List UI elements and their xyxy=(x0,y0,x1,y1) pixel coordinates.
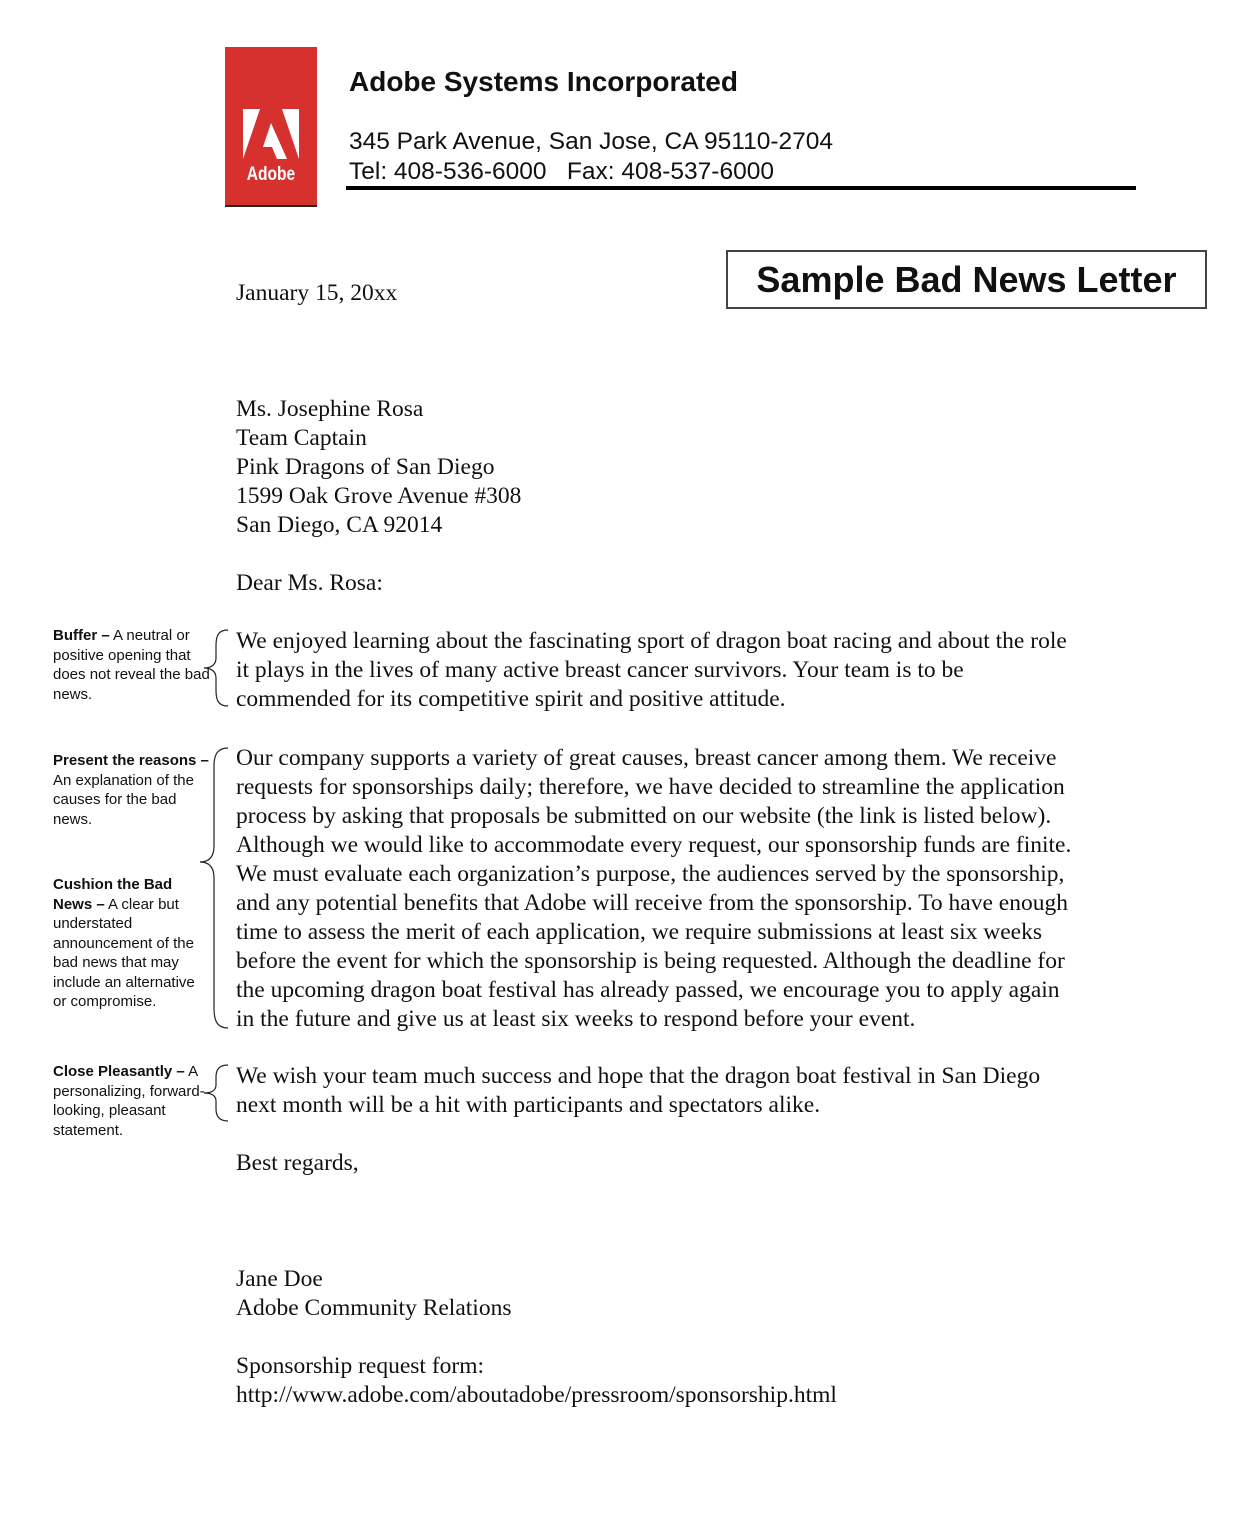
sponsorship-link[interactable]: http://www.adobe.com/aboutadobe/pressroom/sponsorship.html xyxy=(236,1382,837,1408)
brace-buffer-icon xyxy=(198,628,232,708)
annotation-cushion xyxy=(53,875,203,1012)
brace-reasons-icon xyxy=(198,746,232,1030)
paragraph-buffer xyxy=(236,627,1156,714)
document-title: Sample Bad News Letter xyxy=(726,250,1207,309)
text-line: time to assess the merit of each application, we require submissions at least six weeks xyxy=(236,919,1042,945)
text-line: in the future and give us at least six weeks to respond before your event. xyxy=(236,1006,916,1032)
text-line: Our company supports a variety of great causes, breast cancer among them. We receive xyxy=(236,745,1057,771)
signer-department: Adobe Community Relations xyxy=(236,1295,512,1321)
text-line: We wish your team much success and hope that the dragon boat festival in San Diego xyxy=(236,1063,1041,1089)
adobe-a-icon xyxy=(243,109,299,159)
annotation-term: Buffer – xyxy=(53,627,110,644)
company-address: 345 Park Avenue, San Jose, CA 95110-2704 xyxy=(349,128,834,155)
annotation-close xyxy=(53,1062,208,1140)
signer-name: Jane Doe xyxy=(236,1266,323,1292)
company-name: Adobe Systems Incorporated xyxy=(349,66,738,97)
annotation-text: A clear but understated announcement of the bad news that may include an alternative or compromise. xyxy=(53,895,195,1010)
closing: Best regards, xyxy=(236,1150,359,1176)
annotation-text: A neutral or positive opening that does not reveal the bad news. xyxy=(53,627,210,703)
signature-block xyxy=(236,1265,1156,1323)
annotation-term: Close Pleasantly – xyxy=(53,1063,185,1080)
text-line: and any potential benefits that Adobe will receive from the sponsorship. To have enough xyxy=(236,890,1068,916)
paragraph-close xyxy=(236,1062,1156,1120)
logo-text: Adobe xyxy=(246,164,296,185)
text-line: process by asking that proposals be submitted on our website (the link is listed below). xyxy=(236,803,1052,829)
salutation: Dear Ms. Rosa: xyxy=(236,570,383,596)
text-line: it plays in the lives of many active breast cancer survivors. Your team is to be xyxy=(236,657,964,683)
paragraph-reasons xyxy=(236,744,1156,1034)
recipient-city: San Diego, CA 92014 xyxy=(236,512,443,538)
text-line: the upcoming dragon boat festival has already passed, we encourage you to apply again xyxy=(236,977,1060,1003)
recipient-organization: Pink Dragons of San Diego xyxy=(236,454,495,480)
text-line: requests for sponsorships daily; therefore, we have decided to streamline the application xyxy=(236,774,1065,800)
annotation-term: Present the reasons – xyxy=(53,752,209,769)
recipient-title: Team Captain xyxy=(236,425,367,451)
letterhead-divider xyxy=(346,186,1136,190)
annotation-text: An explanation of the causes for the bad news. xyxy=(53,771,194,828)
letter-date: January 15, 20xx xyxy=(236,280,398,306)
annotation-text: A personalizing, forward-looking, pleasant statement. xyxy=(53,1063,205,1139)
text-line: commended for its competitive spirit and positive attitude. xyxy=(236,686,786,712)
text-line: We enjoyed learning about the fascinating sport of dragon boat racing and about the role xyxy=(236,628,1067,654)
text-line: Although we would like to accommodate every request, our sponsorship funds are finite. xyxy=(236,832,1072,858)
text-line: next month will be a hit with participants and spectators alike. xyxy=(236,1092,821,1118)
footer-block xyxy=(236,1352,1156,1410)
recipient-street: 1599 Oak Grove Avenue #308 xyxy=(236,483,522,509)
text-line: We must evaluate each organization’s purpose, the audiences served by the sponsorship, xyxy=(236,861,1065,887)
company-contact: Tel: 408-536-6000 Fax: 408-537-6000 xyxy=(349,158,774,185)
annotation-buffer xyxy=(53,626,213,704)
annotation-term: Cushion the Bad News – xyxy=(53,876,173,913)
recipient-address xyxy=(236,395,1156,540)
brace-close-icon xyxy=(198,1063,232,1123)
form-label: Sponsorship request form: xyxy=(236,1353,485,1379)
text-line: before the event for which the sponsorship is being requested. Although the deadline for xyxy=(236,948,1065,974)
annotation-reasons xyxy=(53,751,213,829)
adobe-logo xyxy=(225,47,317,207)
recipient-name: Ms. Josephine Rosa xyxy=(236,396,424,422)
